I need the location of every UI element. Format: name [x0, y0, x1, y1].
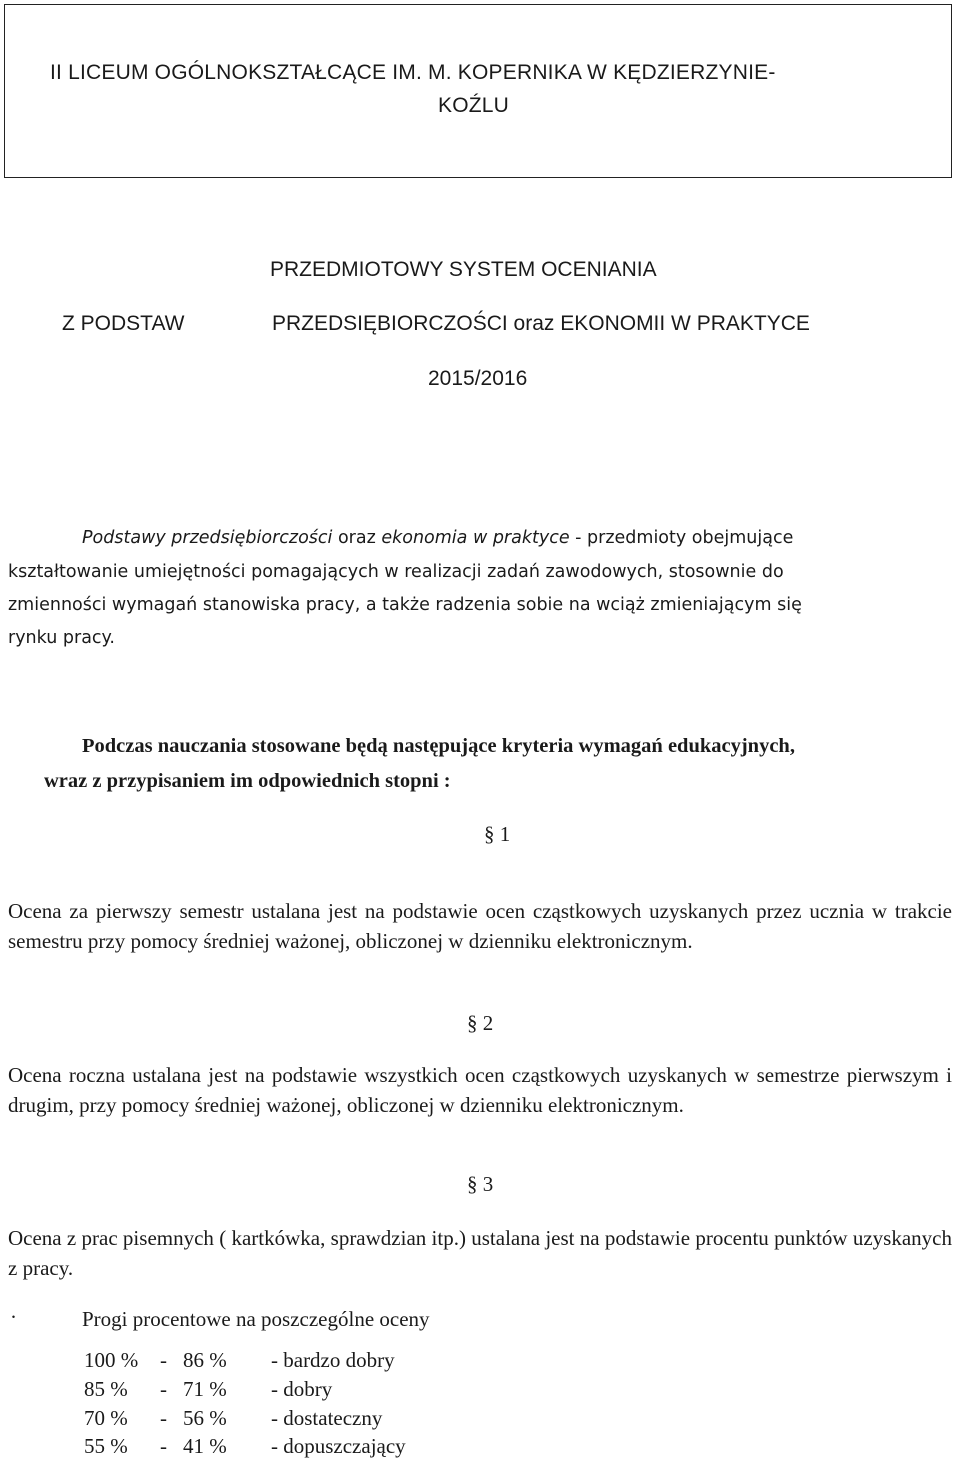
grade-name: - dobry — [271, 1377, 333, 1401]
section-1-mark: § 1 — [484, 822, 511, 846]
threshold-from: 85 % — [84, 1377, 128, 1401]
threshold-dash: - — [160, 1434, 167, 1458]
subject-prefix: Z PODSTAW — [62, 312, 185, 335]
intro-line-3: zmienności wymagań stanowiska pracy, a także radzenia sobie na wciąż zmieniającym się — [8, 595, 802, 615]
section-3-text: Ocena z prac pisemnych ( kartkówka, sprawdzian itp.) ustalana jest na podstawie procentu punktów uzyskanych z pracy. — [8, 1226, 952, 1280]
intro-subject-2: ekonomia w praktyce — [381, 528, 570, 548]
intro-conjunction: oraz — [332, 528, 382, 548]
grade-name: - bardzo dobry — [271, 1348, 395, 1372]
threshold-from: 70 % — [84, 1406, 128, 1430]
threshold-to: 86 % — [183, 1348, 227, 1372]
section-3-mark: § 3 — [467, 1172, 494, 1196]
threshold-bullet: · — [10, 1305, 17, 1329]
document-title: PRZEDMIOTOWY SYSTEM OCENIANIA — [270, 258, 657, 281]
threshold-to: 71 % — [183, 1377, 227, 1401]
intro-description: - przedmioty obejmujące — [569, 528, 794, 548]
threshold-from: 55 % — [84, 1434, 128, 1458]
intro-line-2: kształtowanie umiejętności pomagających w realizacji zadań zawodowych, stosownie do — [8, 562, 784, 582]
subject-name: PRZEDSIĘBIORCZOŚCI oraz EKONOMII W PRAKTYCE — [272, 312, 810, 335]
criteria-intro-line-1: Podczas nauczania stosowane będą następujące kryteria wymagań edukacyjnych, — [82, 735, 795, 757]
school-name-line1: II LICEUM OGÓLNOKSZTAŁCĄCE IM. M. KOPERNIKA W KĘDZIERZYNIE- — [50, 61, 776, 84]
threshold-heading: Progi procentowe na poszczególne oceny — [82, 1307, 430, 1331]
school-name-line2: KOŹLU — [438, 94, 510, 117]
threshold-dash: - — [160, 1406, 167, 1430]
threshold-dash: - — [160, 1348, 167, 1372]
intro-line-4: rynku pracy. — [8, 628, 115, 648]
school-year: 2015/2016 — [428, 367, 528, 390]
grade-name: - dostateczny — [271, 1406, 383, 1430]
school-header-box — [4, 4, 952, 178]
section-2-mark: § 2 — [467, 1011, 494, 1035]
intro-line-1 — [82, 528, 793, 548]
threshold-from: 100 % — [84, 1348, 139, 1372]
section-1-text: Ocena za pierwszy semestr ustalana jest na podstawie ocen cząstkowych uzyskanych przez ucznia w trakcie semestru przy pomocy średniej ważonej, obliczonej w dzienniku elektronicznym. — [8, 899, 952, 953]
threshold-to: 41 % — [183, 1434, 227, 1458]
threshold-to: 56 % — [183, 1406, 227, 1430]
section-2-text: Ocena roczna ustalana jest na podstawie wszystkich ocen cząstkowych uzyskanych w semestrze pierwszym i drugim, przy pomocy średniej ważonej, obliczonej w dzienniku elektronicznym. — [8, 1063, 952, 1117]
grade-name: - dopuszczający — [271, 1434, 406, 1458]
intro-subject-1: Podstawy przedsiębiorczości — [82, 528, 333, 548]
criteria-intro-line-2: wraz z przypisaniem im odpowiednich stopni : — [44, 770, 451, 792]
threshold-dash: - — [160, 1377, 167, 1401]
